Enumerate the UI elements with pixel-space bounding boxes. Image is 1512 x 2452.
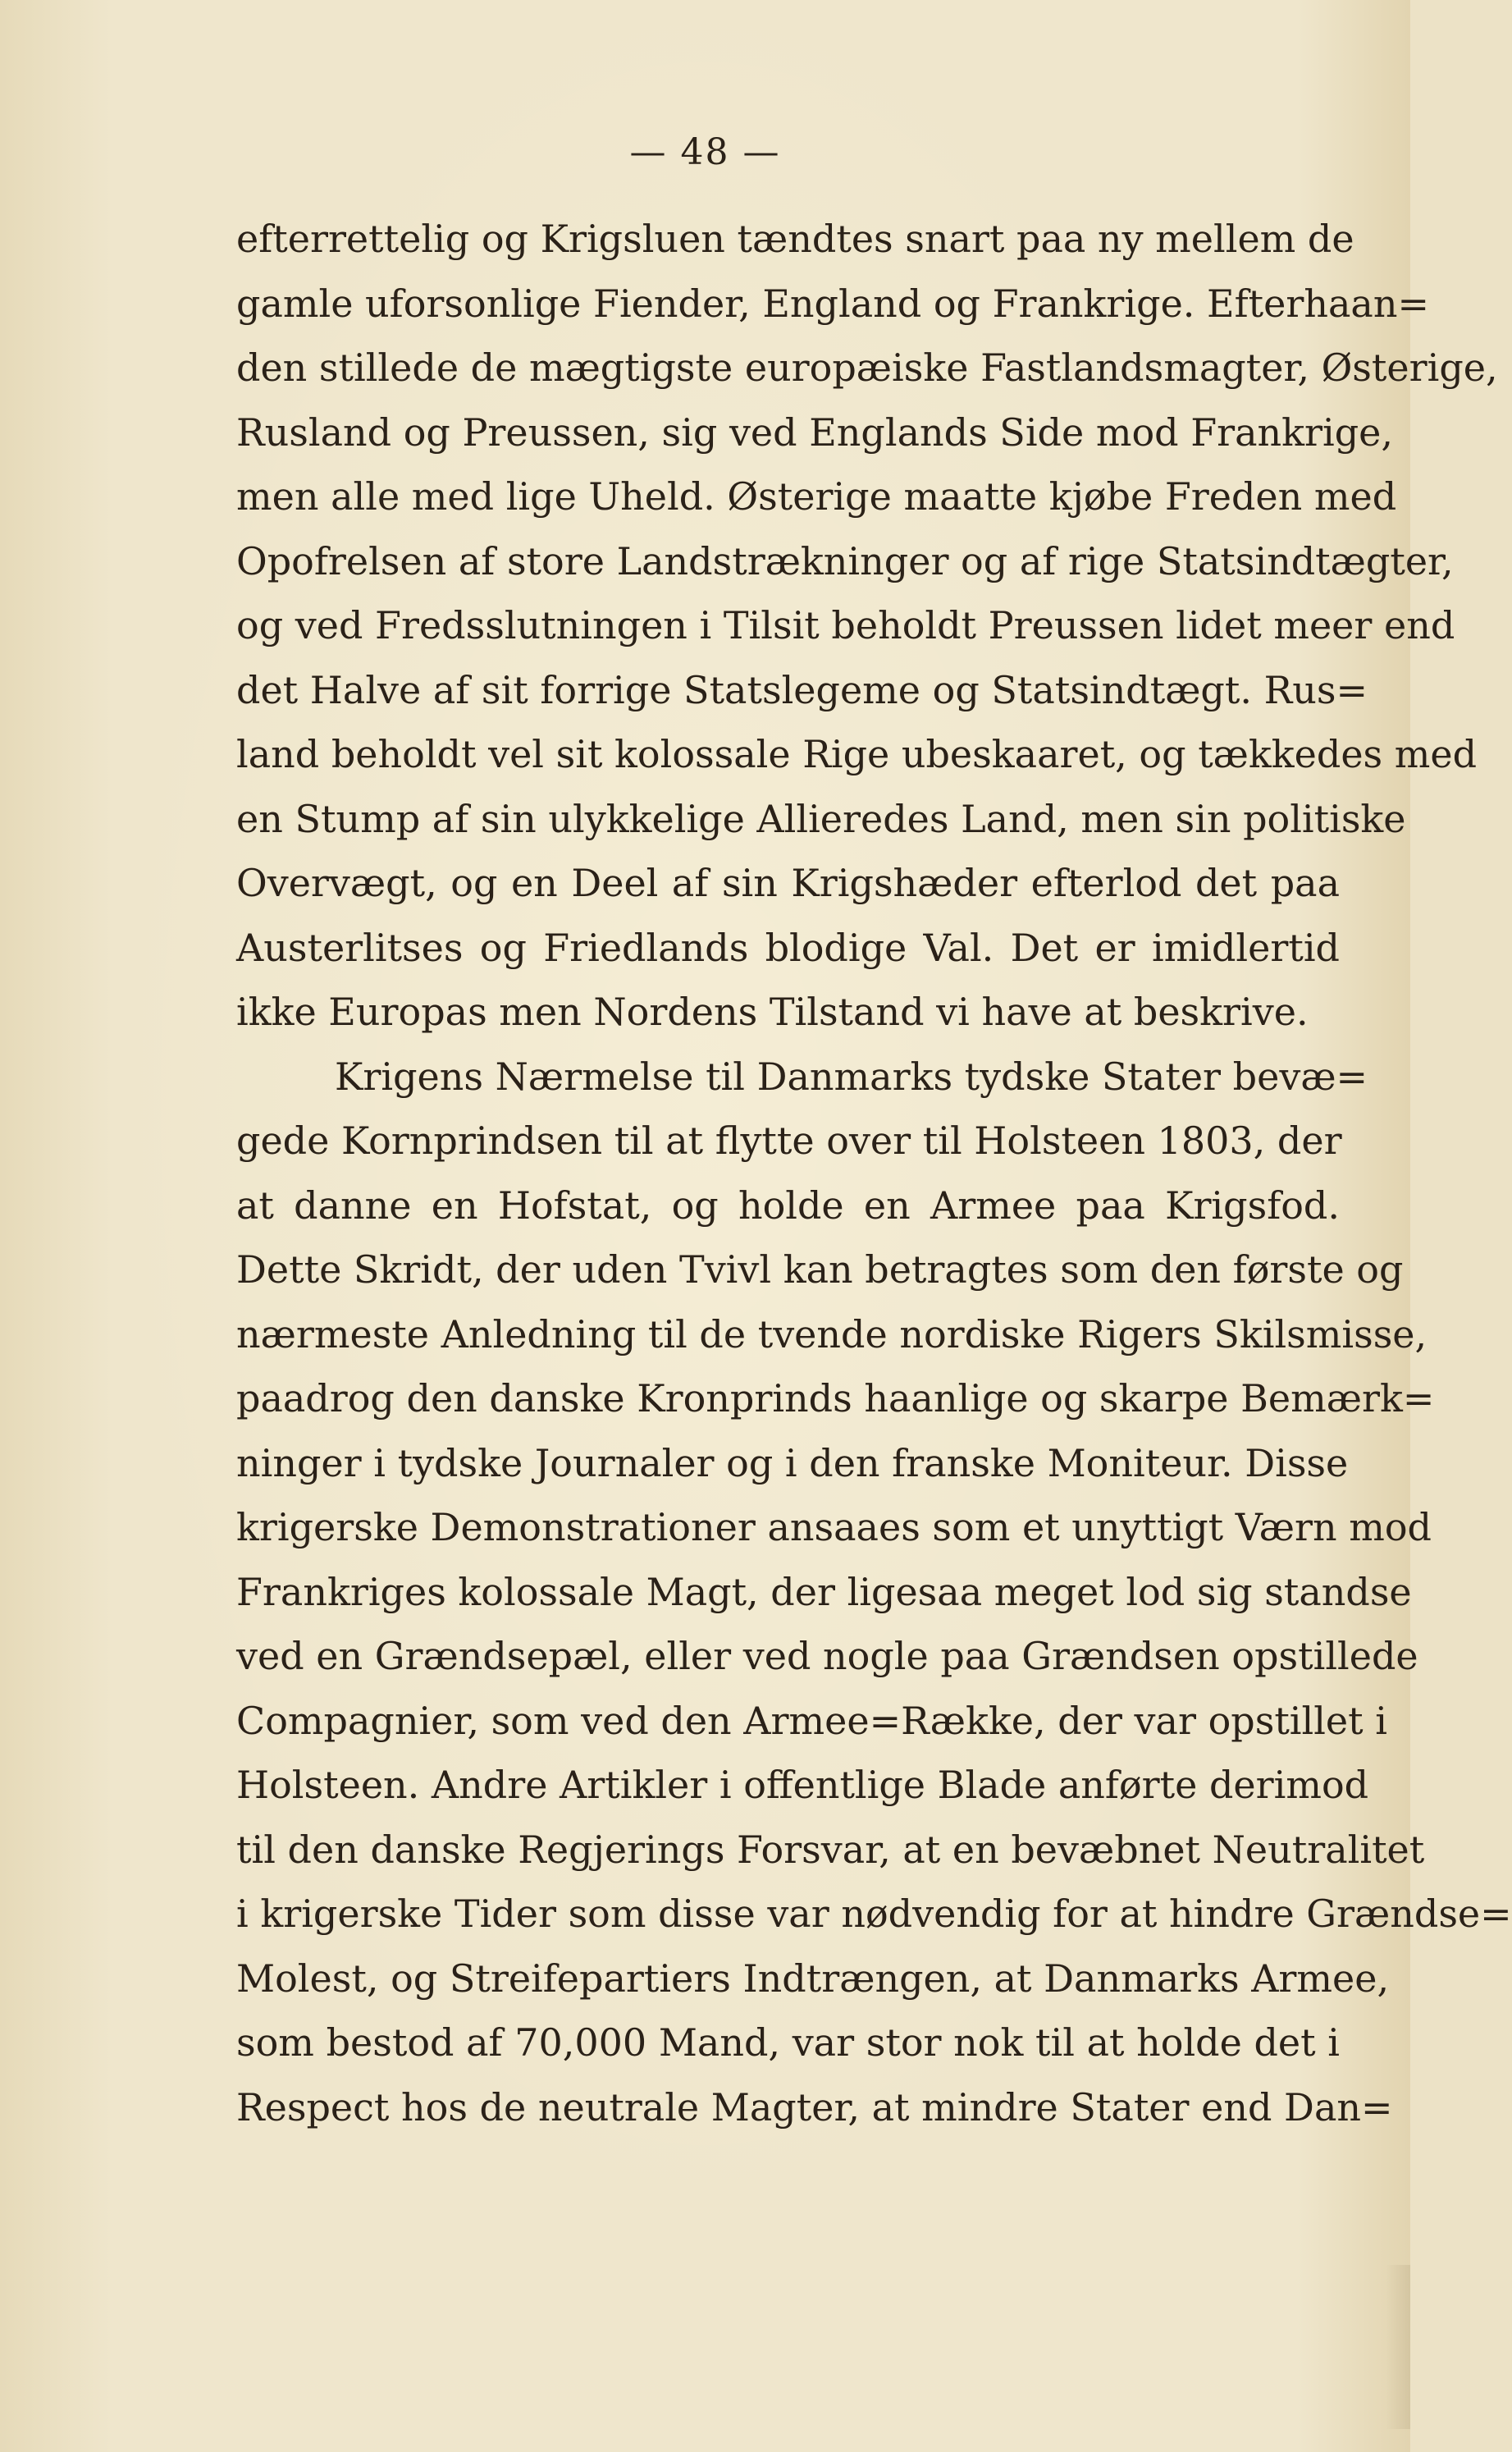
text-line: Rusland og Preussen, sig ved Englands Side mod Frankrige, — [236, 409, 1394, 455]
text-line: i krigerske Tider som disse var nødvendig for at hindre Grændse= — [236, 1892, 1512, 1936]
text-line: en Stump af sin ulykkelige Allieredes Land, men sin politiske — [236, 796, 1406, 841]
text-line: Opofrelsen af store Landstrækninger og af rige Statsindtægter, — [236, 538, 1454, 583]
text-line: at danne en Hofstat, og holde en Armee paa Krigsfod. — [236, 1183, 1340, 1228]
text-line: Molest, og Streifepartiers Indtrængen, at Danmarks Armee, — [236, 1956, 1390, 2001]
text-line: gamle uforsonlige Fiender, England og Frankrige. Efterhaan= — [236, 281, 1429, 326]
text-line: det Halve af sit forrige Statslegeme og Statsindtægt. Rus= — [236, 667, 1368, 712]
text-line: og ved Fredsslutningen i Tilsit beholdt Preussen lidet meer end — [236, 603, 1455, 647]
paper-stain — [1386, 2265, 1410, 2429]
text-line: krigerske Demonstrationer ansaaes som et unyttigt Værn mod — [236, 1505, 1432, 1549]
text-line: Compagnier, som ved den Armee=Række, der var opstillet i — [236, 1698, 1387, 1743]
text-line: til den danske Regjerings Forsvar, at en bevæbnet Neutralitet — [236, 1827, 1425, 1872]
text-line: Austerlitses og Friedlands blodige Val. Det er imidlertid — [236, 925, 1340, 970]
text-line: Krigens Nærmelse til Danmarks tydske Stater bevæ= — [335, 1054, 1368, 1099]
text-line: ved en Grændsepæl, eller ved nogle paa Grændsen opstillede — [236, 1634, 1418, 1678]
paragraph-2 — [236, 1045, 1512, 2140]
text-line: Holsteen. Andre Artikler i offentlige Blade anførte derimod — [236, 1763, 1369, 1807]
text-line: Dette Skridt, der uden Tvivl kan betragtes som den første og — [236, 1247, 1404, 1292]
text-line: ikke Europas men Nordens Tilstand vi have at beskrive. — [236, 990, 1309, 1034]
text-line: Overvægt, og en Deel af sin Krigshæder efterlod det paa — [236, 861, 1340, 905]
text-line: gede Kornprindsen til at flytte over til Holsteen 1803, der — [236, 1118, 1342, 1163]
text-line: efterrettelig og Krigsluen tændtes snart paa ny mellem de — [236, 217, 1354, 261]
text-line: nærmeste Anledning til de tvende nordiske Rigers Skilsmisse, — [236, 1311, 1427, 1356]
text-line: Respect hos de neutrale Magter, at mindre Stater end Dan= — [236, 2084, 1393, 2129]
text-line: ninger i tydske Journaler og i den franske Moniteur. Disse — [236, 1440, 1349, 1485]
text-line: paadrog den danske Kronprinds haanlige og skarpe Bemærk= — [236, 1376, 1435, 1420]
body-text — [236, 207, 1512, 2139]
text-line: den stillede de mægtigste europæiske Fastlandsmagter, Østerige, — [236, 345, 1498, 390]
text-line: Frankriges kolossale Magt, der ligesaa meget lod sig standse — [236, 1569, 1412, 1614]
text-line: som bestod af 70,000 Mand, var stor nok til at holde det i — [236, 2020, 1340, 2065]
paragraph-1 — [236, 207, 1498, 1045]
text-line: land beholdt vel sit kolossale Rige ubeskaaret, og tækkedes med — [236, 732, 1478, 776]
page-number: — 48 — — [629, 131, 781, 173]
text-line: men alle med lige Uheld. Østerige maatte kjøbe Freden med — [236, 474, 1397, 519]
